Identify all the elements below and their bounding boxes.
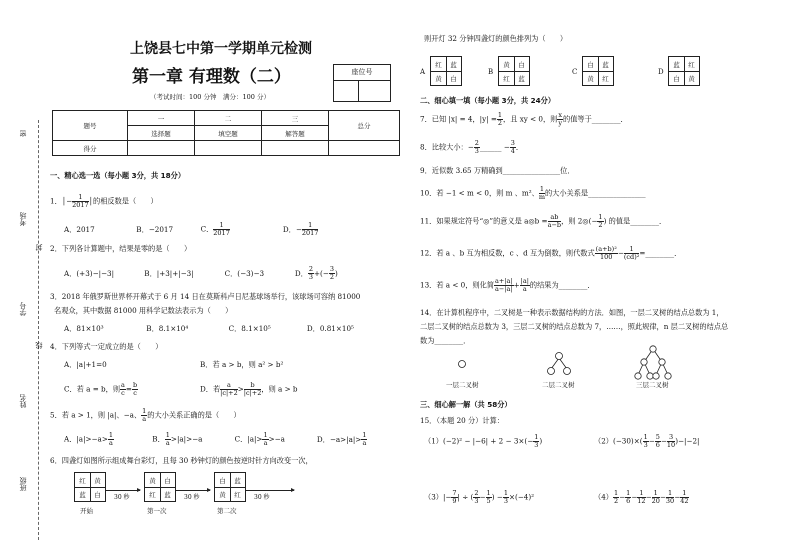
score-cell-total[interactable] [329, 141, 400, 156]
tree-three-level [635, 346, 671, 379]
q8: 8．比较大小：− $\frac{2}{3}$ ______ − $\frac{3}{4}$ ． [420, 139, 524, 155]
score-row-label-defen: 得分 [53, 141, 128, 156]
q4-option-d: D．若 $\frac{a}{|c|+2}$ > $\frac{b}{|c|+2}$ ，则 a > b [200, 381, 298, 397]
q7: 7．已知 |x| = 4，|y| = $\frac{1}{2}$ ，且 xy < 0，则 $\frac{x}{y}$ 的值等于________． [420, 111, 628, 127]
tree-two-level [548, 353, 571, 375]
q9: 9．近似数 3.65 万精确到________________位． [420, 166, 575, 175]
q1-option-d: D．− $\frac{1}{2017}$ [282, 221, 319, 237]
q5-options [64, 432, 367, 447]
q6-arrow-label-3: 30 秒 [254, 494, 270, 501]
section3-heading: 三、细心解一解（共 58分） [420, 400, 512, 409]
q15-part1: （1）(−2)² − |−6| + 2 − 3×(− $\frac{1}{3}$ ) [424, 433, 543, 449]
q6-arrow-3 [246, 490, 294, 491]
q3-option-a: A．81×10³ [64, 324, 104, 333]
side-label-kaochang: 考场 [19, 212, 27, 226]
score-col-2: 二 [195, 111, 262, 126]
q6-grid-first: 黄 白 红 蓝 [144, 472, 176, 502]
score-col-1: 一 [128, 111, 195, 126]
side-label-xuehao: 学号 [19, 302, 27, 316]
exam-info: （考试时间：100 分钟 满分：100 分） [150, 93, 270, 101]
side-label-xian: 线 [35, 342, 43, 349]
q4-option-c: C．若 a = b，则 $\frac{a}{c}$ = $\frac{b}{c}$ [64, 381, 138, 397]
section2-heading: 二、细心填一填（每小题 3分，共 24分） [420, 96, 556, 105]
q6-grid-second: 白 蓝 黄 红 [214, 472, 246, 502]
score-cell-3[interactable] [262, 141, 329, 156]
score-cell-2[interactable] [195, 141, 262, 156]
q1-options [64, 222, 318, 237]
side-label-feng: 封 [35, 244, 43, 251]
q3-option-b: B．8.1×10⁴ [146, 324, 189, 333]
q6-caption-second: 第二次 [217, 507, 237, 515]
q12: 12．若 a 、b 互为相反数，c 、d 互为倒数，则代数式 $\frac{\text{(a+b)²}}{100}$ − $\frac{1}{\text{(cd)²}}$ =________． [420, 245, 682, 261]
q5-option-c: C．|a|> $\frac{1}{a}$ >−a [234, 431, 285, 447]
score-cell-1[interactable] [128, 141, 195, 156]
q2-option-c: C．(−3)−3 [224, 268, 265, 278]
q14-line2: 二层二叉树的结点总数为 3，三层二叉树的结点总数为 7，……，照此规律，n 层二叉树的结点总 [420, 322, 729, 331]
score-table [52, 110, 400, 156]
q4-option-b: B．若 a > b，则 a² > b² [200, 360, 284, 369]
q6-grid-start: 红 黄 蓝 白 [74, 472, 106, 502]
score-total-label: 总分 [329, 111, 400, 141]
score-type-3: 解答题 [262, 126, 329, 141]
side-label-xingming: 姓名 [19, 394, 27, 408]
q2: 2．下列各计算题中，结果是零的是（ ） [50, 244, 192, 253]
q3-option-c: C．8.1×10⁵ [228, 324, 271, 333]
q15-part3: （3）|− $\frac{7}{9}$ | ÷ ( $\frac{2}{3}$ − $\frac{1}{5}$ ) − $\frac{1}{3}$ ×(−4)² [424, 489, 535, 505]
q4: 4．下列等式一定成立的是（ ） [50, 342, 163, 351]
q1-option-b: B．−2017 [136, 224, 174, 234]
q2-option-d: D． $\frac{2}{3}$ +(− $\frac{3}{2}$ ) [294, 265, 338, 281]
tree-caption-3: 三层二叉树 [636, 381, 669, 389]
q3-option-d: D．0.81×10⁵ [306, 324, 354, 333]
q2-option-b: B．|+3|+|−3| [144, 268, 194, 278]
q6-arrow-1 [106, 490, 140, 491]
q14-line1: 14．在计算机程序中，二叉树是一种表示数据结构的方法．如图，一层二叉树的结点总数为 1， [420, 308, 724, 317]
chapter-title: 第一章 有理数（二） [132, 67, 291, 87]
binding-line [38, 120, 39, 540]
score-type-2: 填空题 [195, 126, 262, 141]
q5-option-b: B． $\frac{1}{a}$ >|a|>−a [152, 431, 203, 447]
side-label-mi: 密 [19, 130, 27, 137]
q2-option-a: A．(+3)−|−3| [64, 268, 115, 278]
score-col-3: 三 [262, 111, 329, 126]
tree-caption-1: 一层二叉树 [446, 381, 479, 389]
seat-box [333, 64, 391, 102]
q5-option-a: A．|a|>−a> $\frac{1}{a}$ [64, 431, 113, 447]
q13: 13．若 a < 0，则化简 $\frac{a+|a|}{a-|a|}$ + $\frac{|a|}{a}$ 的结果为________． [420, 277, 595, 293]
q6-caption-start: 开始 [80, 507, 93, 515]
q11: 11．如果规定符号“◎”的意义是 a◎b = $\frac{ab}{a-b}$ ，则 2◎(− $\frac{1}{2}$ ) 的值是________． [420, 213, 667, 229]
q4-option-a: A．|a|+1=0 [64, 360, 107, 369]
q15: 15．（本题 20 分）计算： [420, 416, 504, 425]
q6-arrow-2 [176, 490, 210, 491]
q15-part4: （4） $\frac{1}{2}$ − $\frac{1}{6}$ − $\frac{1}{12}$ − $\frac{1}{20}$ − $\frac{1}{30}$ − $\frac{1}{42}$ [594, 489, 689, 505]
section1-heading: 一、精心选一选（每小题 3分，共 18分） [50, 171, 186, 180]
q5-option-d: D．−a>|a|> $\frac{1}{a}$ [316, 431, 367, 447]
school-title: 上饶县七中第一学期单元检测 [130, 41, 312, 57]
q6-arrow-label-1: 30 秒 [114, 494, 130, 501]
q1: 1．│− $\frac{1}{2017}$ │的相反数是（ ） [50, 193, 158, 209]
q5: 5．若 a > 1，则 |a|、−a、 $\frac{1}{a}$ 的大小关系正确的是（ ） [50, 407, 241, 423]
q3-line1: 3．2018 年俄罗斯世界杯开幕式于 6 月 14 日在莫斯科卢日尼基球场举行，该球场可容纳 81000 [50, 292, 361, 301]
q3-options [64, 324, 354, 334]
side-label-banji: 班级 [19, 477, 27, 491]
q6-arrow-label-2: 30 秒 [184, 494, 200, 501]
q2-options [64, 266, 338, 281]
q10: 10．若 −1 < m < 0，则 m 、m²、 $\frac{1}{m}$ 的大小关系是________________ [420, 185, 646, 201]
score-row-label-tihao: 题号 [53, 111, 128, 141]
tree-caption-2: 二层二叉树 [542, 381, 575, 389]
q3-line2: 名观众，其中数据 81000 用科学记数法表示为（ ） [54, 306, 233, 315]
tree-one-level [459, 361, 466, 368]
q6-continuation: 则开灯 32 分钟四盏灯的颜色排列为（ ） [424, 34, 568, 43]
q15-part2: （2）(−30)×( $\frac{1}{3}$ − $\frac{5}{6}$ − $\frac{3}{10}$ )−|−2| [594, 433, 700, 449]
score-type-1: 选择题 [128, 126, 195, 141]
q6-caption-first: 第一次 [147, 507, 167, 515]
q1-option-c: C． $\frac{1}{2017}$ [200, 221, 230, 237]
q1-option-a: A．2017 [64, 224, 95, 234]
q6: 6．四盏灯如图所示组成舞台彩灯，且每 30 秒钟灯的颜色按逆时针方向改变一次， [50, 456, 313, 465]
q14-line3: 数为________． [420, 336, 471, 345]
seat-label: 座位号 [334, 65, 390, 81]
